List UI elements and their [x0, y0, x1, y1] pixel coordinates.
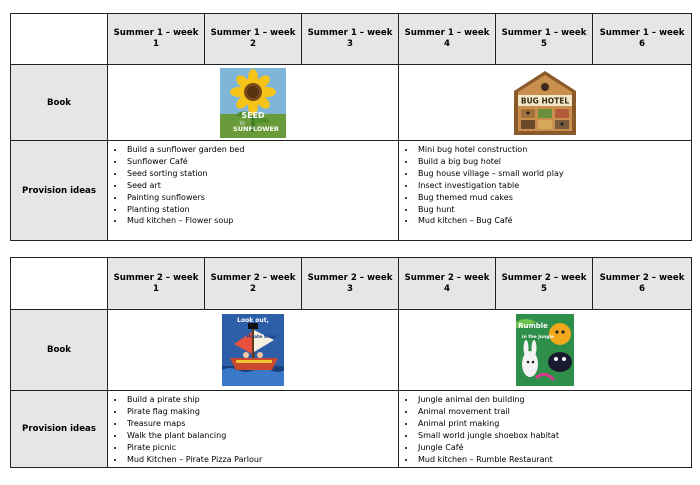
week-header: Summer 2 – week 5 [496, 258, 593, 310]
week-header: Summer 2 – week 6 [593, 258, 692, 310]
week-header: Summer 2 – week 1 [108, 258, 205, 310]
provision-row-label: Provision ideas [11, 141, 108, 241]
book-row [11, 65, 692, 141]
summer-1-planning-table [10, 13, 692, 241]
rumble-in-the-jungle-cover [516, 314, 574, 386]
provision-ideas-list [399, 394, 691, 465]
cover-title-line1: Rumble [518, 322, 548, 330]
list-item: • Mud Kitchen – Pirate Pizza Parlour [125, 454, 398, 466]
corner-cell [11, 14, 108, 65]
book-cell [399, 310, 692, 391]
week-header: Summer 1 – week 1 [108, 14, 205, 65]
list-item: • Seed sorting station [125, 168, 398, 180]
list-item: • Sunflower Café [125, 156, 398, 168]
provision-row [11, 391, 692, 468]
list-item: • Animal print making [416, 418, 691, 430]
list-item: • Build a pirate ship [125, 394, 398, 406]
list-item: • Jungle animal den building [416, 394, 691, 406]
list-item: • Planting station [125, 204, 398, 216]
book-row-label: Book [11, 310, 108, 391]
book-cell [108, 65, 399, 141]
seed-to-sunflower-cover [220, 68, 286, 138]
provision-ideas-list [108, 394, 398, 465]
week-header: Summer 2 – week 3 [302, 258, 399, 310]
pirate-ship-cover [222, 314, 284, 386]
list-item: • Bug hunt [416, 204, 691, 216]
list-item: • Build a big bug hotel [416, 156, 691, 168]
provision-ideas-cell [399, 141, 692, 241]
list-item: • Bug house village – small world play [416, 168, 691, 180]
list-item: • Insect investigation table [416, 180, 691, 192]
provision-row [11, 141, 692, 241]
list-item: • Jungle Café [416, 442, 691, 454]
cover-title-line2: Pirate Ship! [246, 335, 278, 340]
list-item: • Mud kitchen – Rumble Restaurant [416, 454, 691, 466]
week-header: Summer 1 – week 6 [593, 14, 692, 65]
list-item: • Seed art [125, 180, 398, 192]
corner-cell [11, 258, 108, 310]
provision-row-label: Provision ideas [11, 391, 108, 468]
cover-title-to: TO [239, 120, 245, 126]
week-header-row [11, 14, 692, 65]
list-item: • Animal movement trail [416, 406, 691, 418]
list-item: • Bug themed mud cakes [416, 192, 691, 204]
list-item: • Pirate flag making [125, 406, 398, 418]
week-header: Summer 1 – week 4 [399, 14, 496, 65]
list-item: • Walk the plant balancing [125, 430, 398, 442]
provision-ideas-cell [108, 391, 399, 468]
week-header: Summer 1 – week 3 [302, 14, 399, 65]
book-row [11, 310, 692, 391]
provision-ideas-cell [108, 141, 399, 241]
week-header: Summer 2 – week 4 [399, 258, 496, 310]
book-cell [399, 65, 692, 141]
week-header: Summer 1 – week 2 [205, 14, 302, 65]
list-item: • Mud kitchen – Flower soup [125, 215, 398, 227]
book-cell [108, 310, 399, 391]
provision-ideas-list [108, 144, 398, 227]
list-item: • Mud kitchen – Bug Café [416, 215, 691, 227]
week-header-row [11, 258, 692, 310]
list-item: • Build a sunflower garden bed [125, 144, 398, 156]
summer-2-planning-table [10, 257, 692, 468]
bug-hotel-cover [512, 69, 578, 137]
list-item: • Mini bug hotel construction [416, 144, 691, 156]
list-item: • Painting sunflowers [125, 192, 398, 204]
list-item: • Pirate picnic [125, 442, 398, 454]
book-row-label: Book [11, 65, 108, 141]
week-header: Summer 2 – week 2 [205, 258, 302, 310]
cover-title-line1: Look out, [237, 317, 269, 324]
cover-title-line2: in the Jungle [521, 335, 555, 340]
list-item: • Small world jungle shoebox habitat [416, 430, 691, 442]
cover-title: BUG HOTEL [520, 96, 570, 105]
cover-title-line2: SUNFLOWER [233, 124, 279, 133]
provision-ideas-list [399, 144, 691, 227]
provision-ideas-cell [399, 391, 692, 468]
list-item: • Treasure maps [125, 418, 398, 430]
cover-title-line1: SEED [241, 110, 265, 120]
week-header: Summer 1 – week 5 [496, 14, 593, 65]
